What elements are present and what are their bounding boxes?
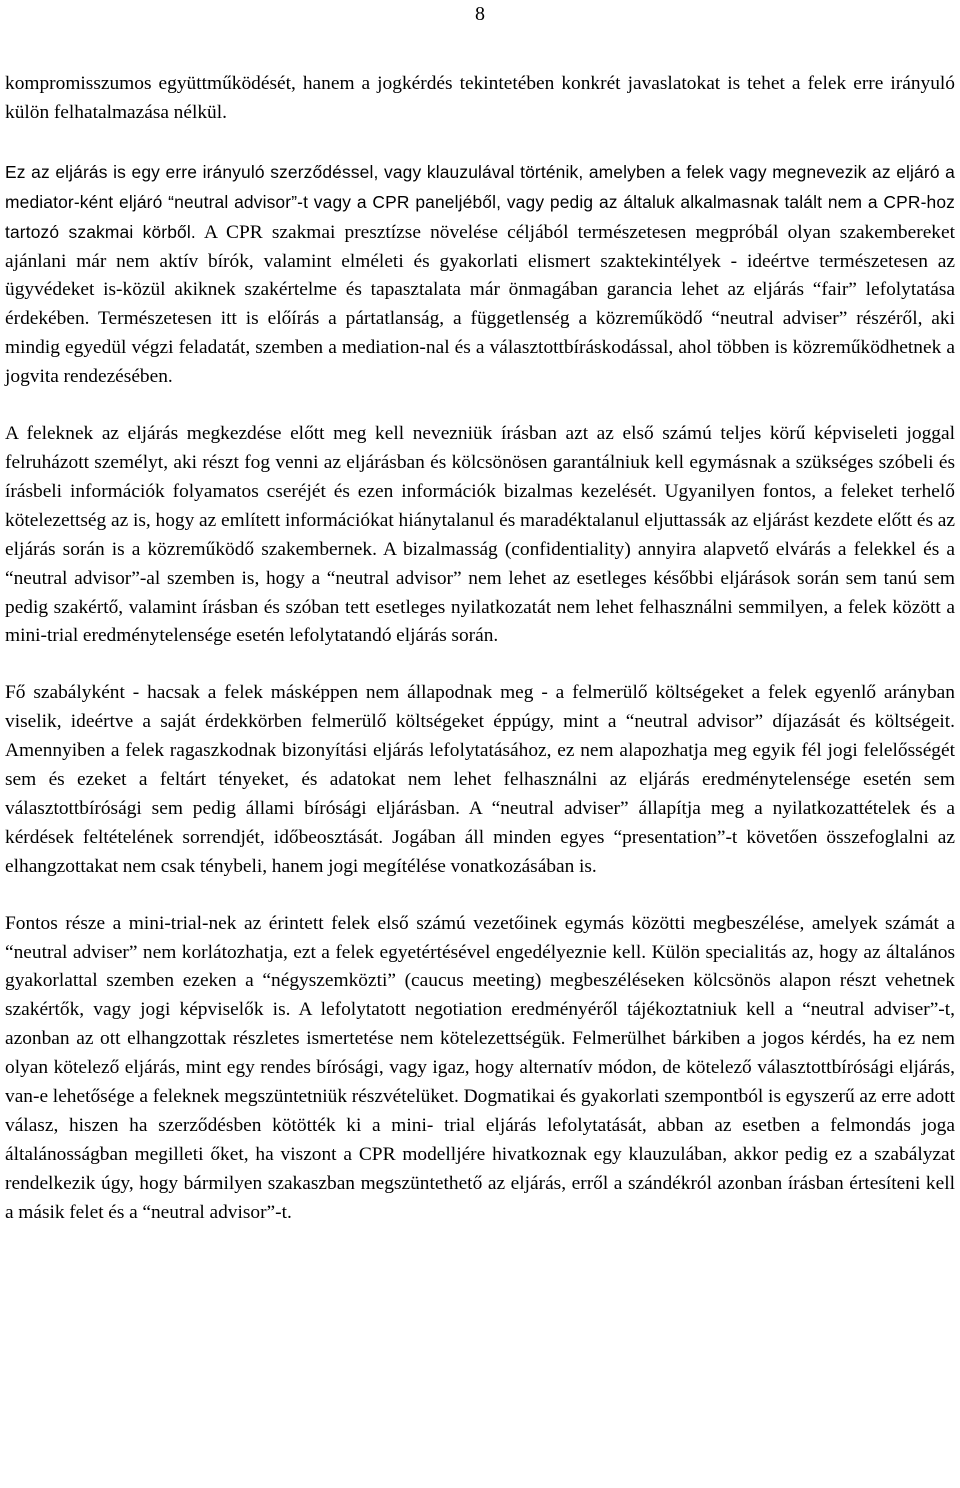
paragraph-2 — [5, 158, 955, 392]
paragraph-2-sans-segment: Ez az eljárás is egy erre irányuló szerződéssel, vagy klauzulával történik, amelyben a felek vagy megnevezik az eljáró a mediator-ként eljáró “neutral advisor”-t vagy a CPR paneljéből, vagy pedig az általuk alkalmasnak talált nem a CPR-hoz tartozó szakmai körből. — [5, 161, 955, 242]
paragraph-2-serif-segment: A CPR szakmai presztízse növelése céljából természetesen megpróbál olyan szakembereket ajánlani már nem aktív bírók, valamint elméleti és gyakorlati elismert szaktekintélyek - ideértve természetesen az ügyvédeket is-közül akiknek szakértelme és tapasztalata már önmagában garancia lehet az eljárás “fair” lefolytatása érdekében. Természetesen itt is előírás a pártatlanság, a függetlenség a közreműködő “neutral adviser” részéről, aki mindig egyedül végzi feladatát, szemben a mediation-nal és a választottbíráskodással, ahol többen is közreműködhetnek a jogvita rendezésében. — [5, 221, 955, 388]
paragraph-3: A feleknek az eljárás megkezdése előtt meg kell nevezniük írásban azt az első számú teljes körű képviseleti joggal felruházott személyt, aki részt fog venni az eljárásban és kölcsönösen garantálniuk kell egymásnak a szükséges szóbeli és írásbeli információk folyamatos cseréjét és ezen információk bizalmas kezelését. Ugyanilyen fontos, a feleket terhelő kötelezettség az is, hogy az említett információkat hiánytalanul és maradéktalanul eljuttassák az eljárást kezdete előtt és az eljárás során is a közreműködő szakembernek. A bizalmasság (confidentiality) annyira alapvető elvárás a felekkel és a “neutral advisor”-al szemben is, hogy a “neutral advisor” nem lehet az esetleges későbbi eljárások során sem tanú sem pedig szakértő, valamint írásban és szóban tett esetleges nyilatkozatát nem lehet felhasználni semmilyen, a felek között a mini-trial eredménytelensége esetén lefolytatandó eljárás során. — [5, 423, 955, 647]
paragraph-5: Fontos része a mini-trial-nek az érintett felek első számú vezetőinek egymás közötti megbeszélése, amelyek számát a “neutral adviser” nem korlátozhatja, ezt a felek egyetértésével engedélyeznie kell. Külön specialitás az, hogy az általános gyakorlattal szemben ezeken a “négyszemközti” (caucus meeting) megbeszéléseken kölcsönös alapon részt vehetnek szakértők, vagy jogi képviselők is. A lefolytatott negotiation eredményéről tájékoztatniuk kell a “neutral adviser”-t, azonban az ott elhangzottak részletes ismertetése nem kötelezettségük. Felmerülhet bárkiben a jogos kérdés, ha ez nem olyan kötelező eljárás, mint egy rendes bírósági, vagy igaz, hogy alternatív módon, de kötelező választottbírósági eljárás, van-e lehetősége a feleknek megszüntetniük részvételüket. Dogmatikai és gyakorlati szempontból is egyszerű az erre adott válasz, hiszen ha szerződésben kötötték ki a mini- trial eljárás lefolytatását, abban az esetben a felmondás joga általánosságban megilleti őket, ha viszont a CPR modelljére hivatkoznak egy klauzulában, akkor pedig ez a szabályzat rendelkezik úgy, hogy bármilyen szakaszban megszüntethető az eljárás, erről a szándékról azonban írásban értesíteni kell a másik felet és a “neutral advisor”-t. — [5, 912, 955, 1223]
paragraph-4: Fő szabályként - hacsak a felek másképpen nem állapodnak meg - a felmerülő költségeket a felek egyenlő arányban viselik, ideértve a saját érdekkörben felmerülő költségeket éppúgy, mint a “neutral advisor” díjazását és költségeit. Amennyiben a felek ragaszkodnak bizonyítási eljárás lefolytatásához, ez nem alapozhatja meg egyik fél jogi felelősségét sem és ezeket a feltárt tényeket, és adatokat nem lehet felhasználni az eljárás eredménytelensége esetén sem választottbírósági sem pedig állami bírósági eljárásban. A “neutral adviser” állapítja meg a nyilatkozattételek és a kérdések feltételének sorrendjét, időbeosztását. Jogában áll minden egyes “presentation”-t követően összefoglalni az elhangzottakat nem csak ténybeli, hanem jogi megítélése vonatkozásában is. — [5, 682, 955, 877]
page-number: 8 — [475, 3, 485, 25]
document-body — [5, 70, 955, 1256]
paragraph-1: kompromisszumos együttműködését, hanem a jogkérdés tekintetében konkrét javaslatokat is tehet a felek erre irányuló külön felhatalmazása nélkül. — [5, 73, 955, 123]
